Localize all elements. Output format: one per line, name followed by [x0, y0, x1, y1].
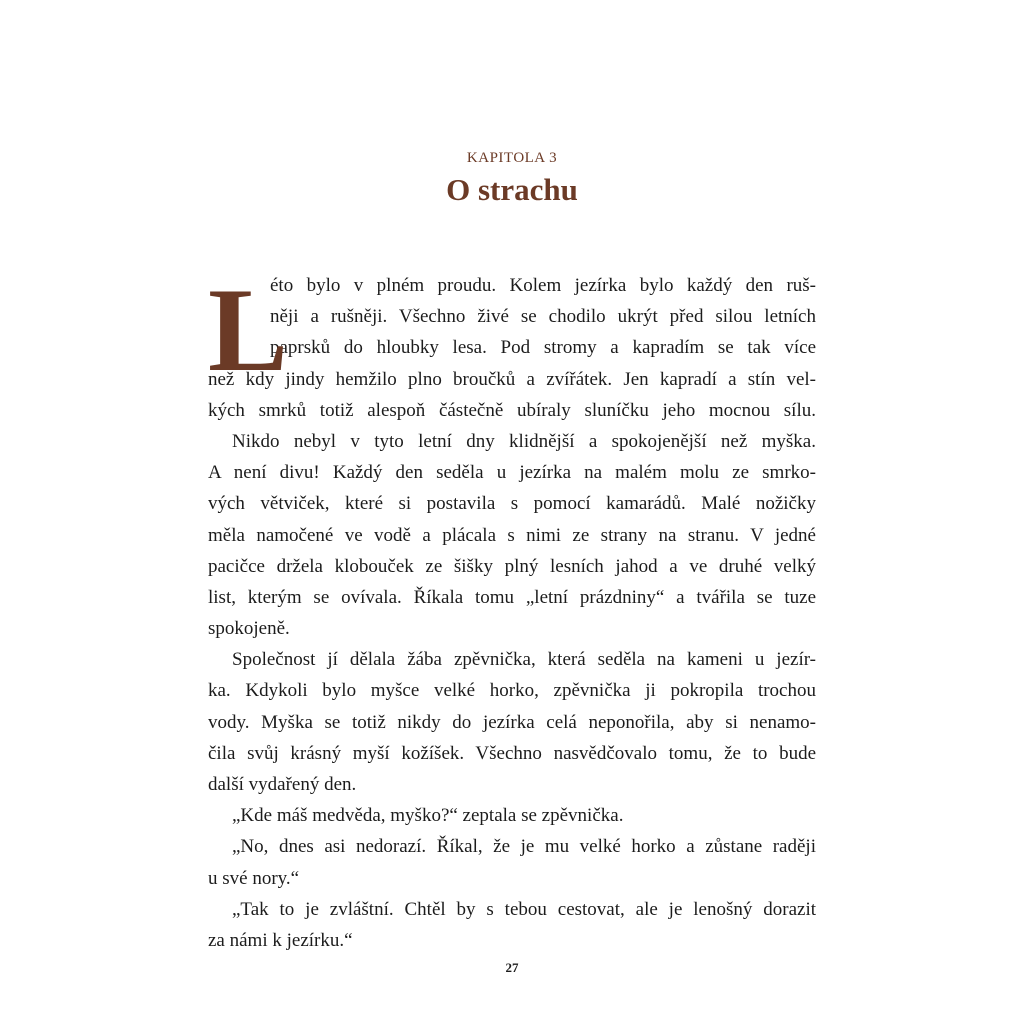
text-line: „Kde máš medvěda, myško?“ zeptala se zpěvnička. [232, 805, 624, 827]
text-line: vých větviček, které si postavila s pomocí kamarádů. Malé nožičky [208, 493, 816, 515]
text-line: kých smrků totiž alespoň částečně ubíraly sluníčku jeho mocnou sílu. [208, 399, 816, 421]
text-line: list, kterým se ovívala. Říkala tomu „letní prázdniny“ a tvářila se tuze [208, 586, 816, 608]
text-line: pacičce držela klobouček ze šišky plný lesních jahod a ve druhé velký [208, 555, 816, 577]
page-number: 27 [505, 960, 519, 975]
text-line: u své nory.“ [208, 867, 300, 889]
chapter-title: O strachu [446, 172, 578, 207]
text-line: éto bylo v plném proudu. Kolem jezírka bylo každý den ruš- [270, 275, 816, 296]
text-line: Nikdo nebyl v tyto letní dny klidnější a spokojenější než myška. [232, 430, 816, 452]
text-line: čila svůj krásný myší kožíšek. Všechno nasvědčovalo tomu, že to bude [208, 742, 816, 764]
text-line: paprsků do hloubky lesa. Pod stromy a kapradím se tak více [270, 337, 816, 359]
text-line: další vydařený den. [208, 774, 357, 795]
drop-cap: L [208, 263, 289, 396]
text-line: Společnost jí dělala žába zpěvnička, která seděla na kameni u jezír- [232, 649, 816, 671]
text-line: než kdy jindy hemžilo plno broučků a zvířátek. Jen kapradí a stín vel- [208, 368, 816, 390]
text-line: A není divu! Každý den seděla u jezírka na malém molu ze smrko- [208, 462, 816, 484]
text-line: „Tak to je zvláštní. Chtěl by s tebou cestovat, ale je lenošný dorazit [232, 898, 816, 920]
text-line: ka. Kdykoli bylo myšce velké horko, zpěvnička ji pokropila trochou [208, 680, 816, 702]
text-line: za námi k jezírku.“ [208, 929, 353, 951]
text-line: „No, dnes asi nedorazí. Říkal, že je mu velké horko a zůstane raději [232, 836, 816, 858]
body-text [208, 263, 816, 956]
text-line: spokojeně. [208, 618, 290, 640]
text-line: vody. Myška se totiž nikdy do jezírka celá neponořila, aby si nenamo- [208, 711, 816, 733]
text-line: měla namočené ve vodě a plácala s nimi ze strany na stranu. V jedné [208, 524, 816, 546]
text-line: něji a rušněji. Všechno živé se chodilo ukrýt před silou letních [270, 306, 816, 328]
chapter-label: KAPITOLA 3 [466, 150, 558, 166]
